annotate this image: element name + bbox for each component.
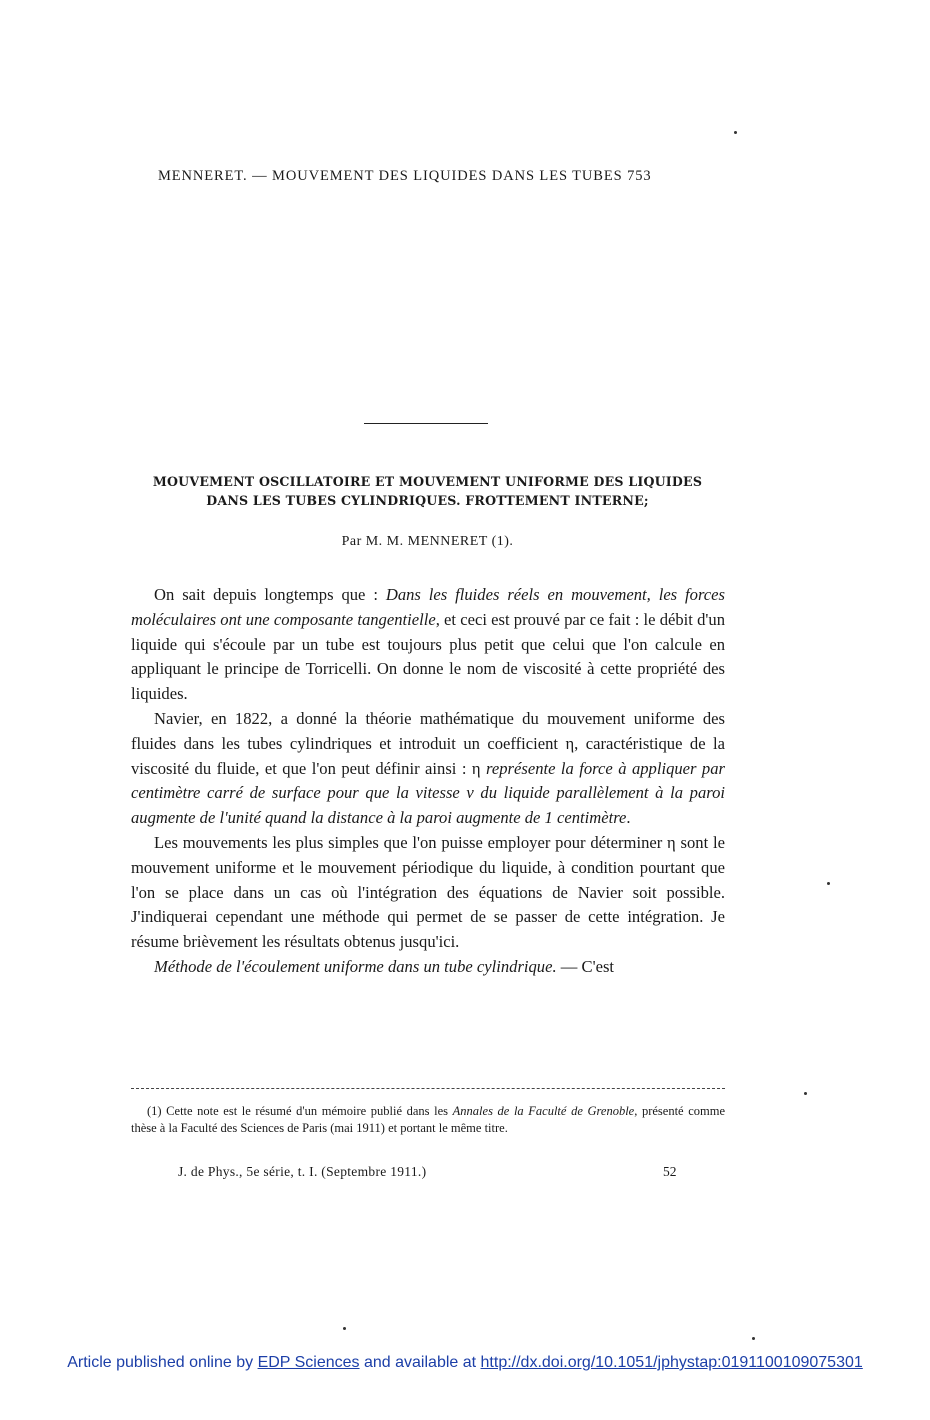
page-number: 52 [663, 1164, 677, 1179]
author-footnote-mark: (1). [491, 534, 514, 549]
scan-speck [752, 1337, 755, 1340]
paragraph-2-end: . [626, 808, 631, 828]
paragraph-4 [131, 955, 725, 980]
scan-speck [343, 1327, 346, 1330]
banner-prefix: Article published online by [67, 1354, 258, 1371]
scan-speck [804, 1092, 807, 1095]
footnote-rest: , présenté comme thèse à la Faculté des Sciences de Paris (mai 1911) et portant le même titre. [131, 1104, 725, 1135]
article-title [150, 472, 705, 510]
article-title-line-1: MOUVEMENT OSCILLATOIRE ET MOUVEMENT UNIFORME DES LIQUIDES [152, 474, 703, 489]
paragraph-4-rest: — C'est [556, 956, 615, 976]
scan-speck [734, 131, 737, 134]
footnote-separator [131, 1088, 725, 1089]
article-author [150, 534, 705, 550]
publisher-link[interactable]: EDP Sciences [257, 1354, 360, 1371]
paragraph-1-italic: Dans les fluides réels en mouvement, les forces moléculaires ont une composante tangentielle [131, 585, 725, 629]
title-separator-rule [364, 423, 488, 424]
banner-middle: and available at [359, 1354, 481, 1371]
footnote-journal: Annales de la Faculté de Grenoble [452, 1104, 635, 1118]
paragraph-1-intro: On sait depuis longtemps que : [154, 585, 386, 604]
footnote-text: (1) Cette note est le résumé d'un mémoire publié dans les [147, 1104, 453, 1118]
publication-banner [0, 1354, 930, 1372]
journal-citation: J. de Phys., 5e série, t. I. (Septembre 1911.) [178, 1164, 427, 1179]
footnote [131, 1103, 725, 1137]
article-body [131, 583, 725, 980]
paragraph-2-intro: Navier, en 1822, a donné la théorie mathématique du mouvement uniforme des fluides dans les tubes cylindriques et introduit un coefficient η, caractéristique de la viscosité du fluide, et que l'on peut définir ainsi : η [131, 708, 725, 778]
paragraph-1 [131, 583, 725, 707]
paragraph-2-italic: représente la force à appliquer par centimètre carré de surface pour que la vitesse v du liquide parallèlement à la paroi augmente de l'unité quand la distance à la paroi augmente de 1 centimètre [131, 758, 725, 828]
author-name: Par M. M. MENNERET [341, 534, 488, 549]
section-heading: Méthode de l'écoulement uniforme dans un tube cylindrique. [154, 956, 557, 976]
running-header: MENNERET. — MOUVEMENT DES LIQUIDES DANS LES TUBES 753 [158, 168, 652, 184]
paragraph-1-rest: , et ceci est prouvé par ce fait : le débit d'un liquide qui s'écoule par un tube est toujours plus petit que celui que l'on calcule en appliquant le principe de Torricelli. On donne le nom de viscosité à cette propriété des liquides. [131, 609, 725, 704]
article-title-line-2: DANS LES TUBES CYLINDRIQUES. FROTTEMENT INTERNE; [206, 493, 649, 508]
paragraph-2 [131, 707, 725, 831]
scan-speck [827, 882, 830, 885]
doi-link[interactable]: http://dx.doi.org/10.1051/jphystap:0191100109075301 [480, 1354, 863, 1371]
paragraph-3: Les mouvements les plus simples que l'on puisse employer pour déterminer η sont le mouvement uniforme et le mouvement périodique du liquide, à condition pourtant que l'on se place dans un cas où l'intégration des équations de Navier soit possible. J'indiquerai cependant une méthode qui permet de se passer de cette intégration. Je résume brièvement les résultats obtenus jusqu'ici. [131, 832, 725, 952]
